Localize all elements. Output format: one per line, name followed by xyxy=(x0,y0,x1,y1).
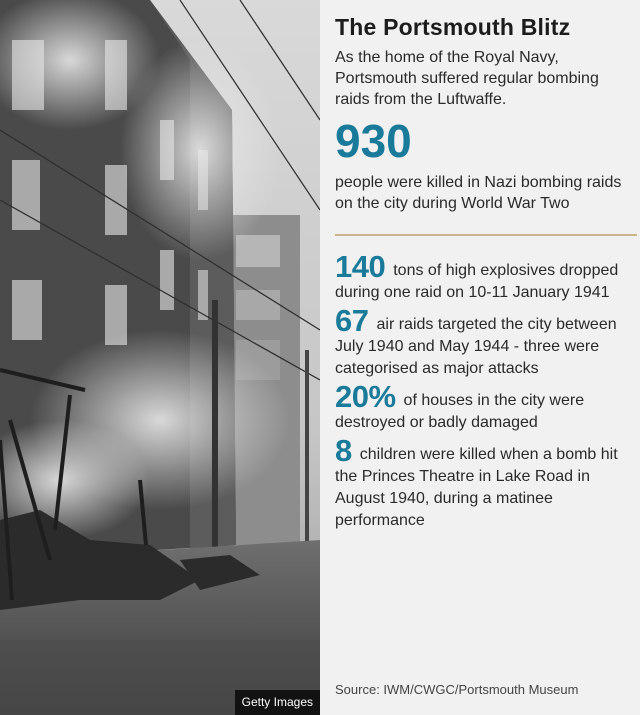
intro-text: As the home of the Royal Navy, Portsmouth suffered regular bombing raids from the Luftwaffe. xyxy=(335,49,599,108)
stat-item xyxy=(335,249,625,304)
stat-number: 67 xyxy=(335,303,369,338)
photo-credit: Getty Images xyxy=(235,690,320,715)
source-note: Source: IWM/CWGC/Portsmouth Museum xyxy=(335,682,579,697)
headline-stat-text: people were killed in Nazi bombing raids on the city during World War Two xyxy=(335,174,622,212)
stat-text: air raids targeted the city between July 1940 and May 1944 - three were categorised as major attacks xyxy=(335,316,617,377)
stat-number: 8 xyxy=(335,433,352,468)
stat-item xyxy=(335,433,625,532)
headline-stat-number: 930 xyxy=(335,115,412,167)
stat-item xyxy=(335,303,625,380)
stat-text: of houses in the city were destroyed or badly damaged xyxy=(335,392,585,431)
stat-number: 20% xyxy=(335,379,396,414)
section-divider xyxy=(335,234,637,236)
stat-text: tons of high explosives dropped during one raid on 10-11 January 1941 xyxy=(335,262,619,301)
page-title: The Portsmouth Blitz xyxy=(335,14,571,40)
stat-text: children were killed when a bomb hit the Princes Theatre in Lake Road in August 1940, during a matinee performance xyxy=(335,446,618,529)
info-panel xyxy=(335,14,625,538)
stat-number: 140 xyxy=(335,249,386,284)
stat-item xyxy=(335,379,625,434)
